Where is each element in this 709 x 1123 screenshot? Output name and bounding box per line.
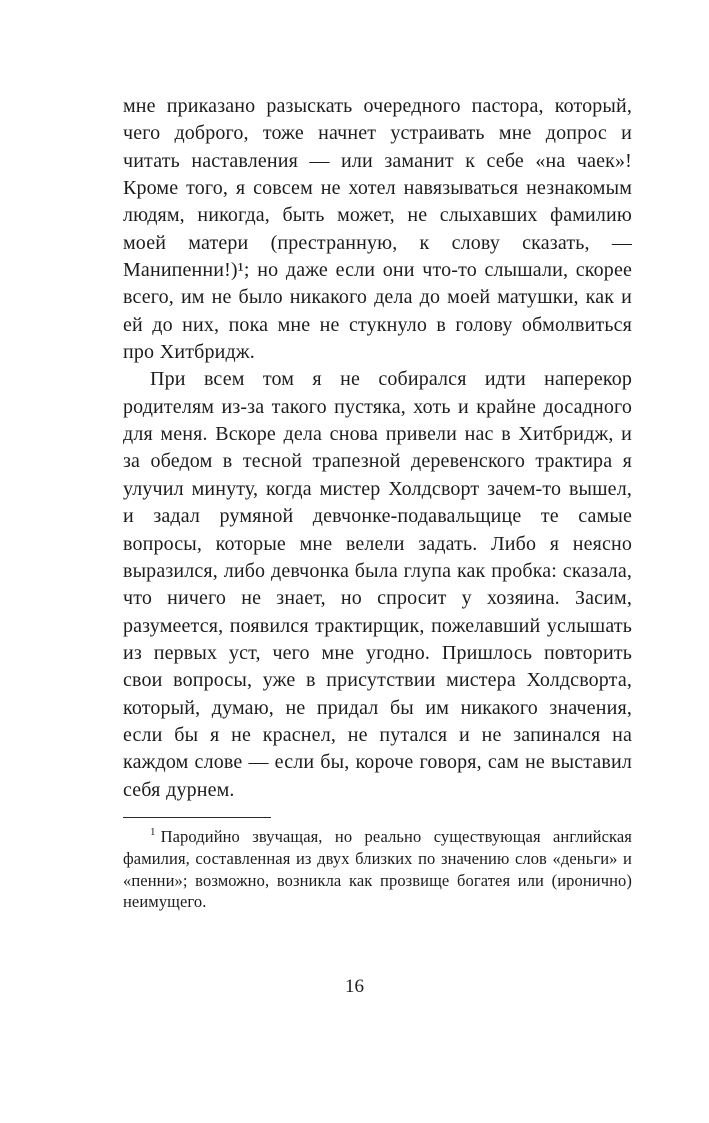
paragraph: При всем том я не собирался идти наперекор родителям из-за такого пустяка, хоть и крайне досадного для меня. Вскоре дела снова привели нас в Хитбридж, и за обедом в тесной трапезной деревенского трактира я улучил минуту, когда мистер Холдсворт зачем-то вышел, и задал румяной девчонке-подавальщице те самые вопросы, которые мне велели задать. Либо я неясно выразился, либо девчонка была глупа как пробка: сказала, что ничего не знает, но спросит у хозяина. Засим, разумеется, появился трактирщик, пожелавший услышать из первых уст, чего мне угодно. Пришлось повторить свои вопросы, уже в присутствии мистера Холдсворта, который, думаю, не придал бы им никакого значения, если бы я не краснел, не путался и не запинался на каждом слове — если бы, короче говоря, сам не выставил себя дурнем. — [123, 368, 632, 801]
page-body — [123, 93, 632, 913]
footnote-marker: 1 — [150, 826, 156, 839]
footnote — [123, 817, 632, 913]
page-number: 16 — [345, 976, 364, 997]
paragraph-continuation: мне приказано разыскать очередного пастора, который, чего доброго, тоже начнет устраивать мне допрос и читать наставления — или заманит к себе «на чаек»! Кроме того, я совсем не хотел навязываться незнакомым людям, никогда, быть может, не слыхавших фамилию моей матери (престранную, к слову сказать, — Манипенни!)¹; но даже если они что-то слышали, скорее всего, им не было никакого дела до моей матушки, как и ей до них, пока мне не стукнуло в голову обмолвиться про Хитбридж. — [123, 95, 632, 364]
footnote-body: Пародийно звучащая, но реально существующая английская фамилия, составленная из двух близких по значению слов «деньги» и «пенни»; возможно, возникла как прозвище богатея или (иронично) неимущего. — [123, 826, 632, 912]
footnote-separator — [123, 817, 271, 818]
footnote-text — [123, 826, 632, 913]
